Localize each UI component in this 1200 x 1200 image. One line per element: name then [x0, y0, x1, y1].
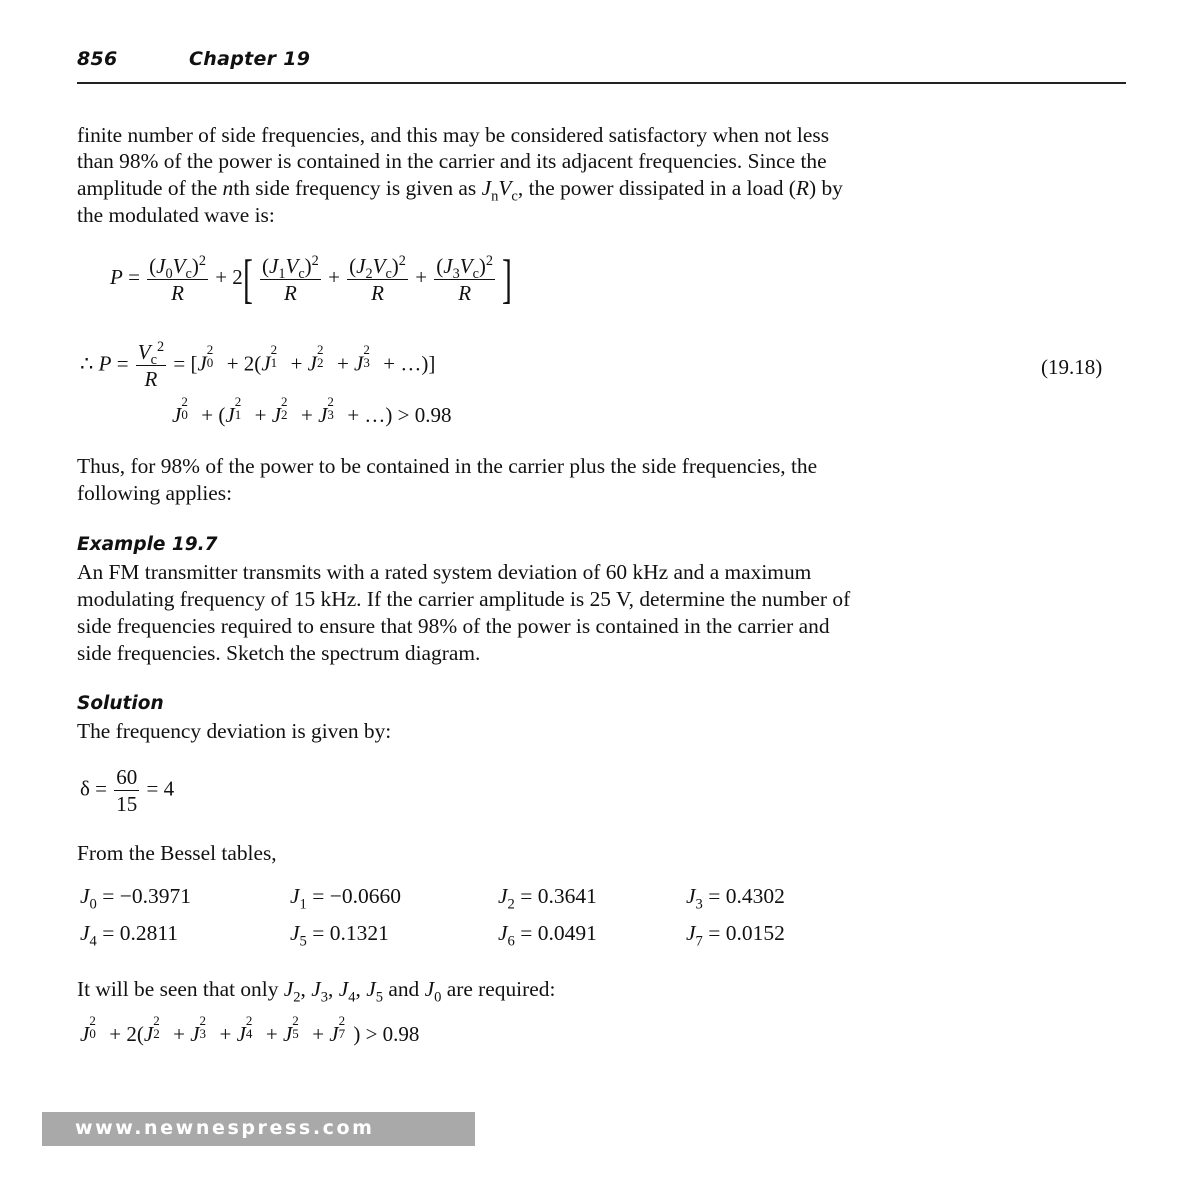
solution-heading: Solution	[77, 693, 164, 714]
bessel-intro: From the Bessel tables,	[77, 841, 277, 865]
footer-banner	[42, 1112, 475, 1146]
example-line-1: An FM transmitter transmits with a rated system deviation of 60 kHz and a maximum	[77, 560, 812, 584]
footer-url[interactable]: www.newnespress.com	[75, 1117, 375, 1139]
intro-line-3-a: amplitude of the	[77, 176, 223, 200]
conclusion-lead: It will be seen that only	[77, 977, 284, 1001]
thus-line-1: Thus, for 98% of the power to be contained in the carrier plus the side frequencies, the	[77, 454, 818, 478]
bessel-j6: $J_6 = 0.0491$	[498, 921, 597, 950]
bessel-j0: $J_0 = -0.3971$	[80, 884, 191, 913]
final-inequality: J 2 0 + 2(J 2 2 + J 2 3 + J 2 4 + J 2 5 + J 2 7 ) > 0.98	[80, 1012, 420, 1046]
intro-line-3-b: th side frequency is given as	[233, 176, 482, 200]
power-equation: P = $\frac{(J_0V_c)^2}{R}$ + 2[ $\frac{(J_1V_c)^2}{R}$ + $\frac{(J_2V_c)^2}{R}$ + $\frac{(J_3V_c)^2}{R}$ ]	[110, 249, 513, 309]
intro-line-3-r: R	[795, 176, 809, 200]
bessel-j3: $J_3 = 0.4302$	[686, 884, 785, 913]
intro-line-3-d: ) by	[808, 176, 843, 200]
equation-19-18: ∴ P = $\frac{V_c^2}{R}$ = [J 2 0 + 2(J 2 1 + J 2 2 + J 2 3 + …)]	[80, 339, 436, 391]
intro-line-3: amplitude of the nth side frequency is given as $J_nV_c$, the power dissipated in a load (R) by	[77, 176, 843, 205]
bessel-j5: $J_5 = 0.1321$	[290, 921, 389, 950]
page-number: 856	[77, 48, 118, 70]
intro-line-2: than 98% of the power is contained in the carrier and its adjacent frequencies. Since the	[77, 149, 827, 173]
chapter-title: Chapter 19	[189, 48, 311, 70]
thus-line-2: following applies:	[77, 481, 233, 505]
intro-line-3-c: , the power dissipated in a load (	[517, 176, 796, 200]
example-line-3: side frequencies required to ensure that 98% of the power is contained in the carrier and	[77, 614, 830, 638]
power-inequality: J 2 0 + (J 2 1 + J 2 2 + J 2 3 + …) > 0.98	[172, 393, 452, 427]
delta-numerator: 60	[116, 765, 138, 789]
solution-line-1: The frequency deviation is given by:	[77, 719, 392, 743]
conclusion-and: and	[388, 977, 420, 1001]
delta-result: = 4	[146, 776, 175, 801]
bessel-j4: $J_4 = 0.2811$	[80, 921, 179, 950]
example-line-4: side frequencies. Sketch the spectrum diagram.	[77, 641, 481, 665]
intro-line-4: the modulated wave is:	[77, 203, 275, 227]
intro-line-1: finite number of side frequencies, and this may be considered satisfactory when not less	[77, 123, 830, 147]
bessel-j2: $J_2 = 0.3641$	[498, 884, 597, 913]
conclusion-line: It will be seen that only $J_2$, $J_3$, $J_4$, $J_5$ and $J_0$ are required:	[77, 977, 556, 1006]
intro-line-3-n: n	[222, 176, 234, 200]
example-line-2: modulating frequency of 15 kHz. If the carrier amplitude is 25 V, determine the number of	[77, 587, 851, 611]
delta-denominator: 15	[116, 792, 138, 816]
final-threshold: > 0.98	[365, 1022, 420, 1046]
example-heading: Example 19.7	[77, 534, 218, 555]
conclusion-tail: are required:	[446, 977, 556, 1001]
bessel-j1: $J_1 = -0.0660$	[290, 884, 401, 913]
header-rule	[77, 82, 1126, 84]
bessel-j7: $J_7 = 0.0152$	[686, 921, 785, 950]
equation-number: (19.18)	[1041, 355, 1103, 379]
deviation-equation: δ = $\frac{60}{15}$ = 4	[80, 765, 175, 816]
